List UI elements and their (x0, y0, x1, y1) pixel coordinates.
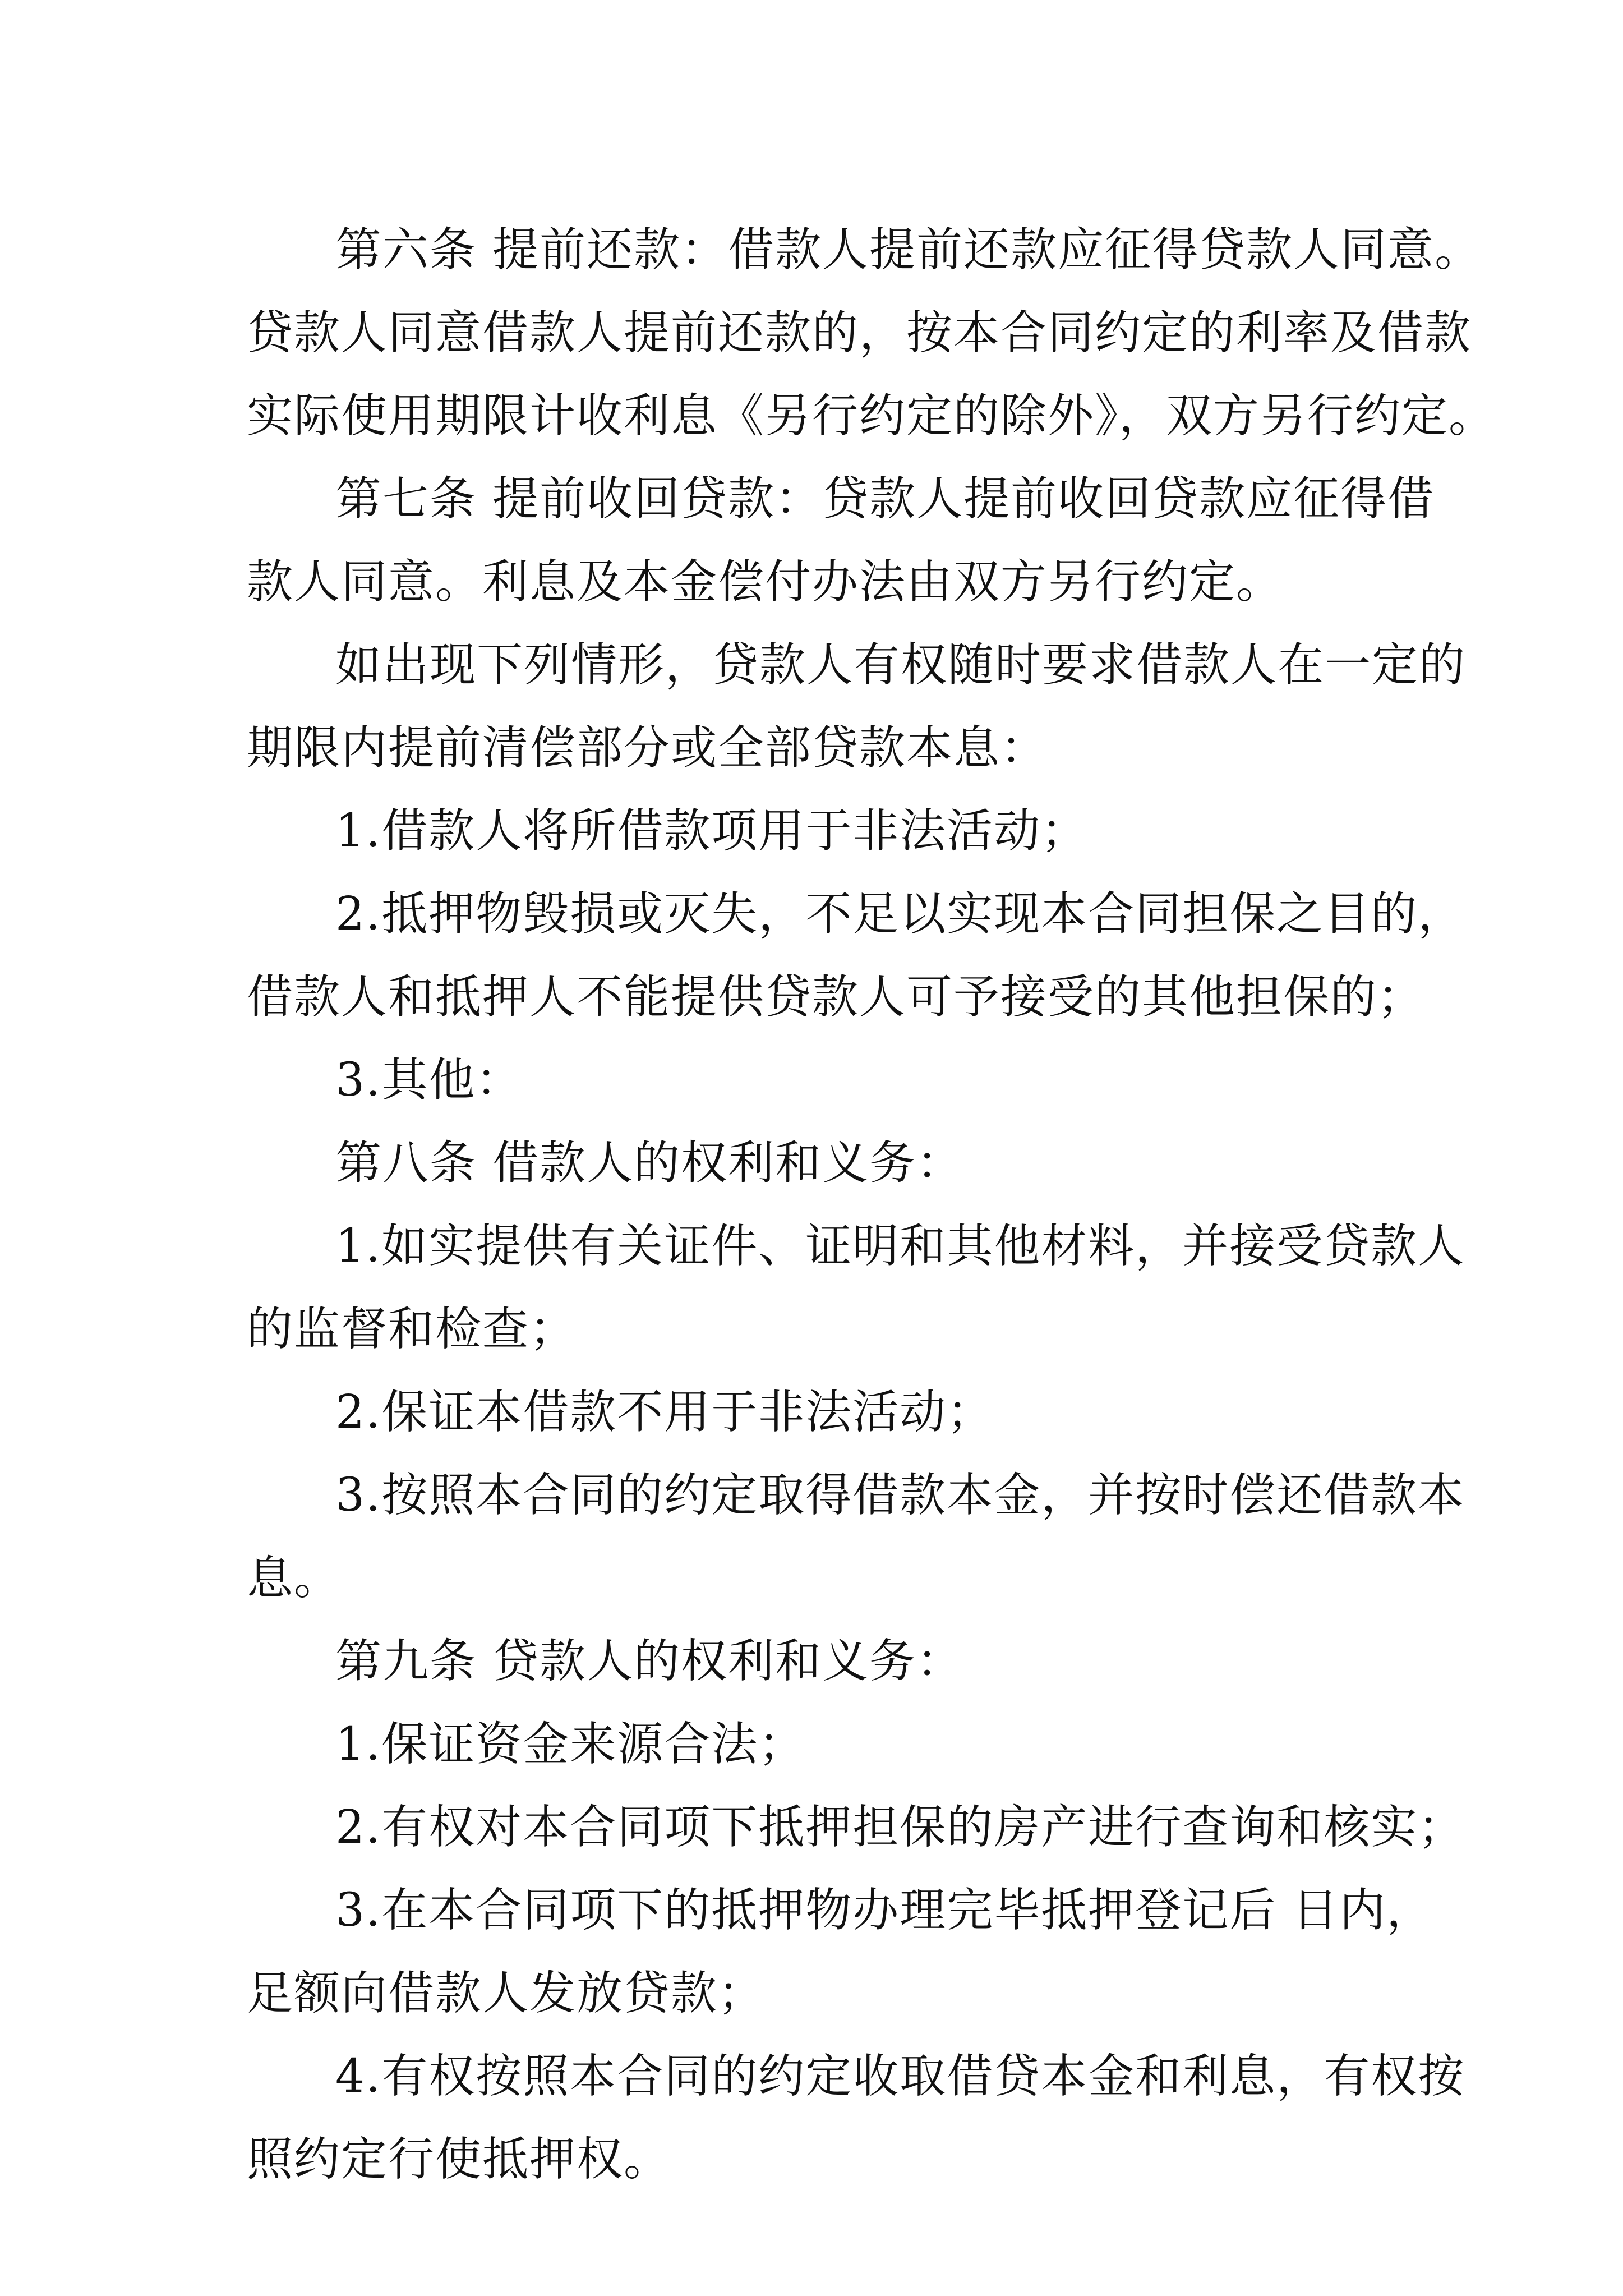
text-line: 4.有权按照本合同的约定收取借贷本金和利息，有权按 (335, 2050, 1465, 2103)
text-line: 第八条 借款人的权利和义务： (335, 1137, 964, 1190)
text-line: 1.借款人将所借款项用于非法活动； (335, 804, 1089, 858)
text-line: 贷款人同意借款人提前还款的，按本合同约定的利率及借款 (247, 306, 1472, 360)
text-line: 3.其他： (335, 1053, 523, 1107)
text-line: 息。 (247, 1552, 342, 1605)
text-line: 期限内提前清偿部分或全部贷款本息： (247, 721, 1048, 775)
text-line: 1.如实提供有关证件、证明和其他材料，并接受贷款人 (335, 1220, 1465, 1273)
text-line: 足额向借款人发放贷款； (247, 1967, 766, 2020)
text-line: 1.保证资金来源合法； (335, 1718, 806, 1771)
text-line: 的监督和检查； (247, 1303, 577, 1356)
text-line: 3.按照本合同的约定取得借款本金，并按时偿还借款本 (335, 1469, 1465, 1522)
contract-body (247, 209, 1496, 2201)
text-line: 实际使用期限计收利息《另行约定的除外》，双方另行约定。 (247, 389, 1496, 443)
text-line: 3.在本合同项下的抵押物办理完毕抵押登记后 日内， (335, 1884, 1434, 1937)
text-line: 2.有权对本合同项下抵押担保的房产进行查询和核实； (335, 1801, 1465, 1854)
text-line: 2.保证本借款不用于非法活动； (335, 1386, 994, 1439)
text-line: 第七条 提前收回贷款：贷款人提前收回贷款应征得借 (335, 472, 1435, 526)
text-line: 2.抵押物毁损或灭失，不足以实现本合同担保之目的， (335, 887, 1465, 941)
text-line: 借款人和抵押人不能提供贷款人可予接受的其他担保的； (247, 970, 1425, 1024)
text-line: 第六条 提前还款：借款人提前还款应征得贷款人同意。 (335, 223, 1482, 277)
text-line: 照约定行使抵押权。 (247, 2133, 671, 2186)
text-line: 第九条 贷款人的权利和义务： (335, 1635, 964, 1688)
text-line: 如出现下列情形，贷款人有权随时要求借款人在一定的 (335, 638, 1467, 692)
text-line: 款人同意。利息及本金偿付办法由双方另行约定。 (247, 555, 1284, 609)
